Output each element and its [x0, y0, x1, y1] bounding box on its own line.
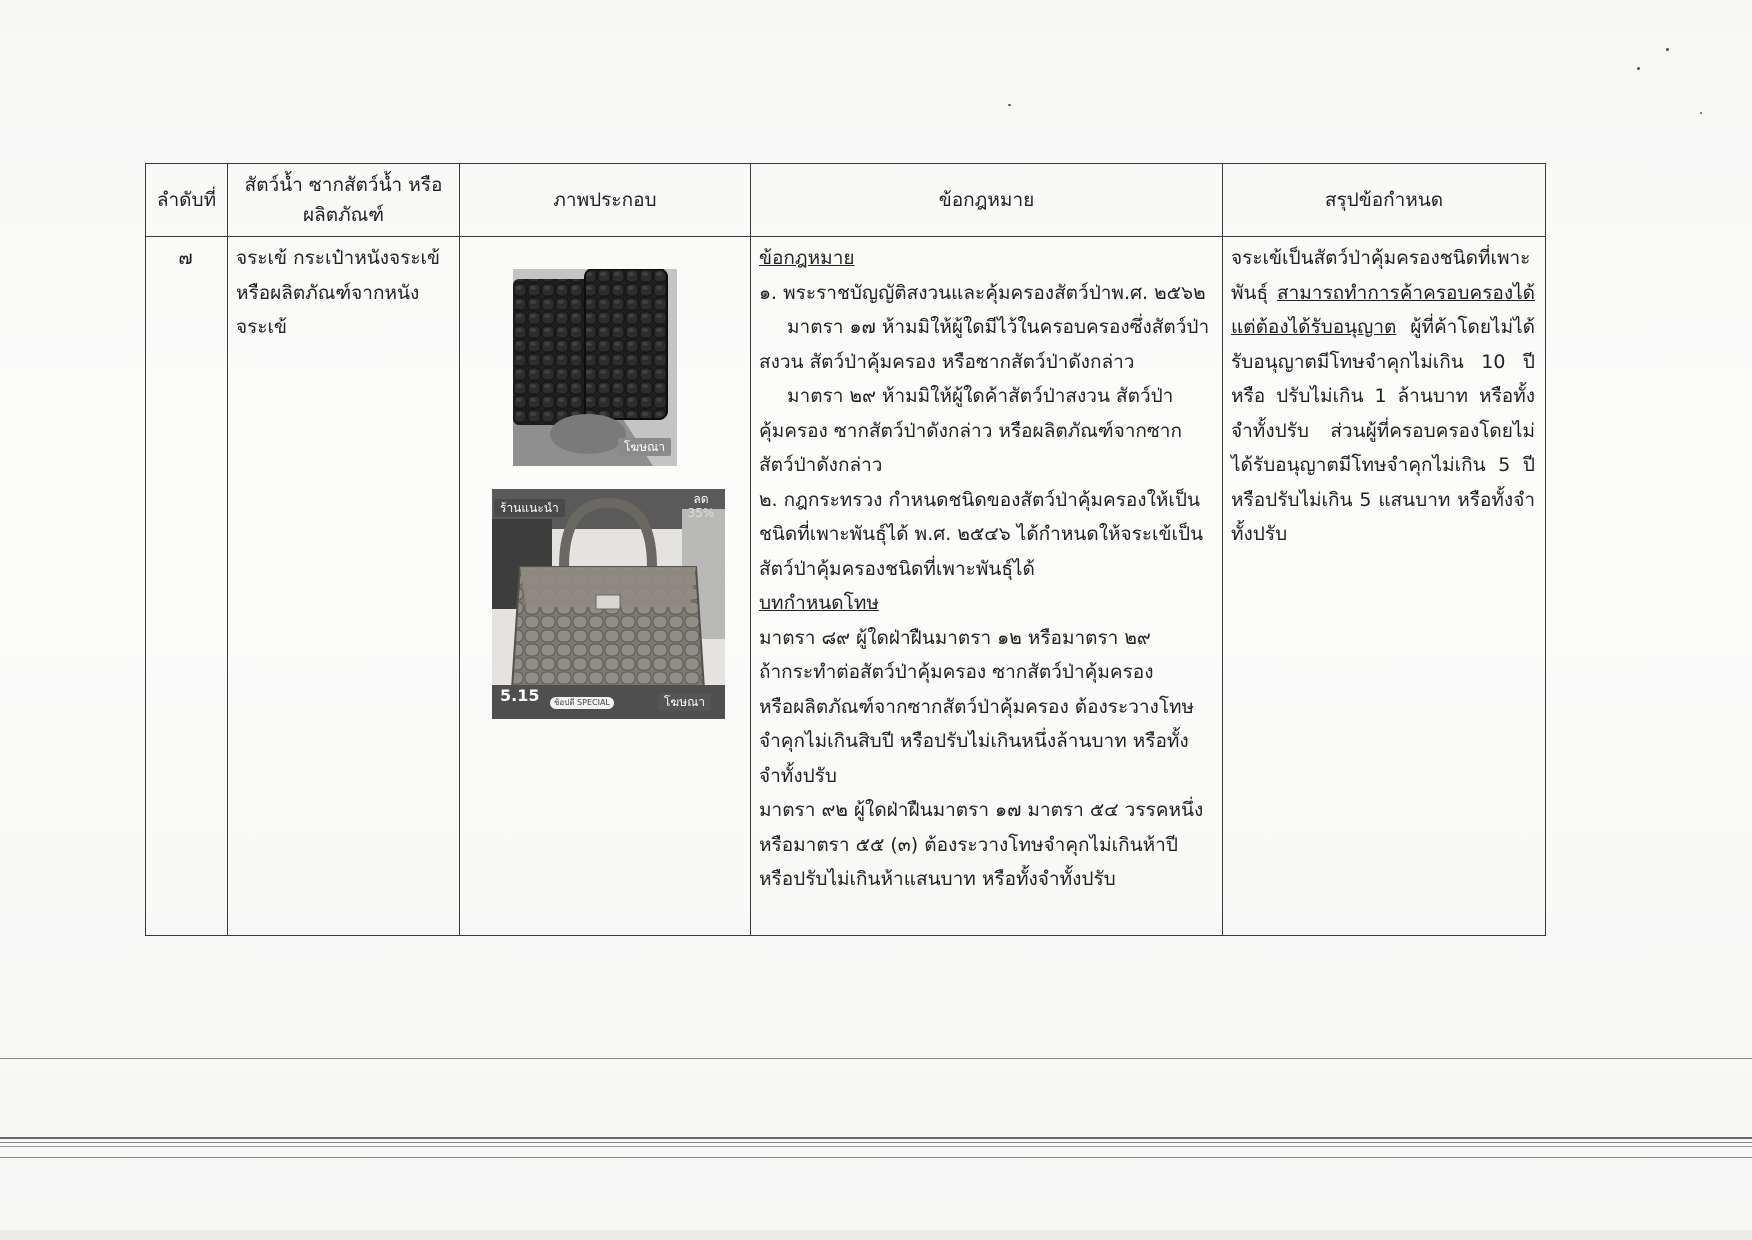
- row-summary: [1223, 237, 1546, 936]
- summary-part: จระเข้เป็นสัตว์ป่าคุ้มครองชนิดที่เพาะพันธุ์: [1231, 247, 1531, 304]
- law-heading: ข้อกฎหมาย: [759, 247, 855, 269]
- page-bottom-band: [0, 1230, 1752, 1240]
- scan-speck: [1700, 112, 1702, 114]
- item-line: หรือผลิตภัณฑ์จากหนัง: [236, 281, 420, 304]
- price-label: 5.15: [500, 685, 540, 705]
- crocodile-wallet-image: [513, 269, 677, 466]
- page-bottom-rule: [0, 1142, 1752, 1143]
- law-line: มาตรา ๒๙ ห้ามมิให้ผู้ใดค้าสัตว์ป่าสงวน สัตว์ป่า: [787, 385, 1174, 407]
- law-line: ชนิดที่เพาะพันธุ์ได้ พ.ศ. ๒๕๔๖ ได้กำหนดให้จระเข้เป็น: [759, 523, 1204, 545]
- penalty-line: ถ้ากระทำต่อสัตว์ป่าคุ้มครอง ซากสัตว์ป่าคุ้มครอง: [759, 661, 1154, 683]
- scan-speck: [1637, 67, 1640, 70]
- ad-tag: โฆษณา: [618, 438, 671, 456]
- summary-underlined: สามารถทำการค้าครอบครองได้ แต่ต้องได้รับอนุญาต: [1231, 281, 1535, 338]
- page-bottom-rule: [0, 1058, 1752, 1059]
- header-item: สัตว์น้ำ ซากสัตว์น้ำ หรือผลิตภัณฑ์: [228, 164, 460, 237]
- penalty-line: หรือมาตรา ๕๕ (๓) ต้องระวางโทษจำคุกไม่เกินห้าปี: [759, 833, 1178, 856]
- penalty-line: จำคุกไม่เกินสิบปี หรือปรับไม่เกินหนึ่งล้านบาท หรือทั้ง: [759, 730, 1189, 752]
- header-summary: สรุปข้อกำหนด: [1223, 164, 1546, 237]
- summary-part: ผู้ที่ค้าโดยไม่ได้รับอนุญาตมีโทษจำคุกไม่เกิน 10 ปี หรือ ปรับไม่เกิน 1 ล้านบาท หรือทั้งจำทั้งปรับ ส่วนผู้ที่ครอบครองโดยไม่ได้รับอนุญาตมีโทษจำคุกไม่เกิน 5 ปี หรือปรับไม่เกิน 5 แสนบาท หรือทั้งจำทั้งปรับ: [1231, 316, 1535, 545]
- summary-text: [1231, 241, 1535, 552]
- table-header-row: [146, 164, 1546, 237]
- law-line: ๑. พระราชบัญญัติสงวนและคุ้มครองสัตว์ป่าพ.ศ. ๒๕๖๒: [759, 281, 1206, 304]
- table-row: [146, 237, 1546, 936]
- law-line: คุ้มครอง ซากสัตว์ป่าดังกล่าว หรือผลิตภัณฑ์จากซาก: [759, 419, 1182, 442]
- legal-table: [145, 163, 1546, 936]
- crocodile-wallet-photo: [513, 269, 677, 466]
- penalty-line: มาตรา ๙๒ ผู้ใดฝ่าฝืนมาตรา ๑๗ มาตรา ๕๔ วรรคหนึ่ง: [759, 799, 1204, 821]
- law-line: สัตว์ป่าคุ้มครองชนิดที่เพาะพันธุ์ได้: [759, 557, 1035, 580]
- header-number: ลำดับที่: [146, 164, 228, 237]
- row-item: [228, 237, 460, 936]
- page-bottom-rule: [0, 1137, 1752, 1139]
- penalty-heading: บทกำหนดโทษ: [759, 592, 879, 614]
- shop-label: ร้านแนะนำ: [494, 499, 565, 517]
- law-line: ๒. กฎกระทรวง กำหนดชนิดของสัตว์ป่าคุ้มครองให้เป็น: [759, 488, 1200, 511]
- header-illustration: ภาพประกอบ: [460, 164, 751, 237]
- scan-speck: [1008, 104, 1011, 106]
- ad-tag: โฆษณา: [658, 693, 711, 711]
- penalty-line: มาตรา ๘๙ ผู้ใดฝ่าฝืนมาตรา ๑๒ หรือมาตรา ๒๙: [759, 626, 1151, 649]
- penalty-line: หรือผลิตภัณฑ์จากซากสัตว์ป่าคุ้มครอง ต้องระวางโทษ: [759, 695, 1195, 718]
- law-line: สัตว์ป่าดังกล่าว: [759, 454, 883, 476]
- item-line: จระเข้: [236, 316, 288, 338]
- item-line: จระเข้ กระเป๋าหนังจระเข้: [236, 247, 441, 269]
- page-bottom-rule: [0, 1146, 1752, 1147]
- row-law: [751, 237, 1223, 936]
- header-law: ข้อกฎหมาย: [751, 164, 1223, 237]
- promo-pill: ช้อปดี SPECIAL: [550, 697, 614, 709]
- scan-speck: [1666, 48, 1669, 51]
- row-number: ๗: [146, 237, 228, 936]
- law-line: มาตรา ๑๗ ห้ามมิให้ผู้ใดมีไว้ในครอบครองซึ่งสัตว์ป่า: [787, 316, 1210, 338]
- discount-badge: ลด 35%: [687, 492, 715, 520]
- page-bottom-rule: [0, 1157, 1752, 1158]
- law-line: สงวน สัตว์ป่าคุ้มครอง หรือซากสัตว์ป่าดังกล่าว: [759, 350, 1135, 373]
- crocodile-handbag-photo: [492, 489, 725, 719]
- penalty-line: หรือปรับไม่เกินห้าแสนบาท หรือทั้งจำทั้งปรับ: [759, 868, 1116, 890]
- row-illustration: [460, 237, 751, 936]
- penalty-line: จำทั้งปรับ: [759, 764, 837, 787]
